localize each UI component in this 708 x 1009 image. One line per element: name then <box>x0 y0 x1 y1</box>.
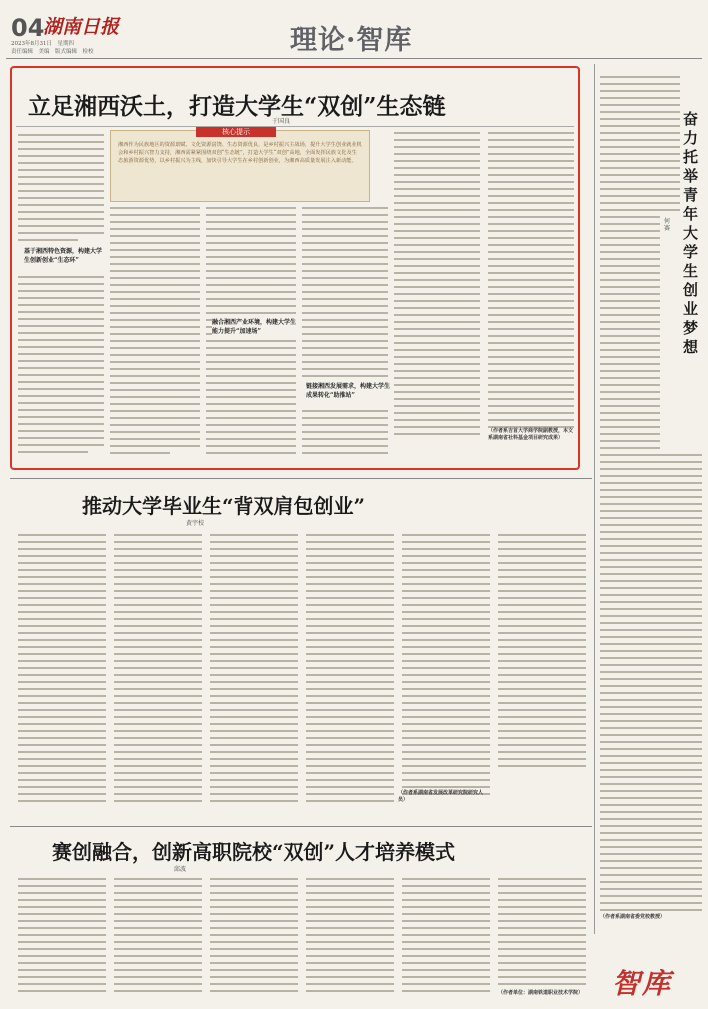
header-rule <box>6 58 702 59</box>
sidebar-body <box>600 72 702 942</box>
page-number: 04 <box>11 14 45 42</box>
a1-col1-text <box>18 130 104 460</box>
section-rule-3 <box>10 826 592 827</box>
a1-col5-text <box>394 130 574 460</box>
page-header <box>0 0 708 60</box>
editors-line: 责任编辑 美编 版式编辑 检校 <box>11 49 94 55</box>
sidebar-footer-note: （作者系湖南省委党校教授） <box>600 914 702 921</box>
footer-logo-text: 智库 <box>612 967 673 1000</box>
footer-logo <box>600 960 700 1000</box>
a1-subhead-3: 链接湘西发展需求，构建大学生成果转化“助推站” <box>306 383 391 399</box>
core-tip-text: 湘西作为民族地区的资源禀赋、文化资源富饶、生态资源优良，是乡村振兴主战场，提升大学生创业就业机会和乡村振兴智力支持，湘西需紧紧围绕双创“生态链”，打造大学生“双创”高地，全面发挥民族文化及生态旅游资源优势，以乡村振兴为主线，加快引导大学生在乡村创新创业，为湘西高质量发展注入新动能。 <box>118 142 362 164</box>
section-rule-2 <box>10 478 592 479</box>
a1-subhead-1: 基于湘西特色资源，构建大学生创新创业“生态环” <box>24 248 103 264</box>
article-2-author: 黄宇校 <box>186 520 205 527</box>
a1-subhead-2: 融合湘西产业环境，构建大学生能力提升“加速场” <box>212 319 297 335</box>
core-tip-label: 核心提示 <box>196 127 276 137</box>
sidebar-divider <box>594 64 595 934</box>
section-title: 理论·智库 <box>290 25 413 56</box>
sidebar-author: 何赛 <box>664 218 671 232</box>
sidebar-title: 奋力托举青年大学生创业梦想 <box>683 110 699 356</box>
a1-col2-text <box>110 205 200 460</box>
article-1-author: 于国良 <box>272 118 291 125</box>
newspaper-logo: 湖南日报 <box>43 16 120 38</box>
article-1-title: 立足湘西沃土，打造大学生“双创”生态链 <box>28 93 446 120</box>
title-rule <box>16 126 574 127</box>
date-line: 2023年8月31日 星期四 <box>11 41 74 47</box>
article-3-title: 赛创融合，创新高职院校“双创”人才培养模式 <box>52 840 456 864</box>
a2-footer-note: （作者系湖南省发展改革研究院研究人员） <box>398 790 484 803</box>
a2-body <box>18 528 588 824</box>
a3-footer-note: （作者单位：湖南铁道职业技术学院） <box>498 990 584 996</box>
article-2-title: 推动大学毕业生“背双肩包创业” <box>82 494 366 518</box>
article-3-author: 邱波 <box>174 866 187 873</box>
a3-body <box>18 872 592 1002</box>
a1-footer-note: （作者系吉首大学商学院副教授，本文系湖南省社科基金项目研究成果） <box>488 428 574 441</box>
a1-col4-text <box>302 205 391 460</box>
